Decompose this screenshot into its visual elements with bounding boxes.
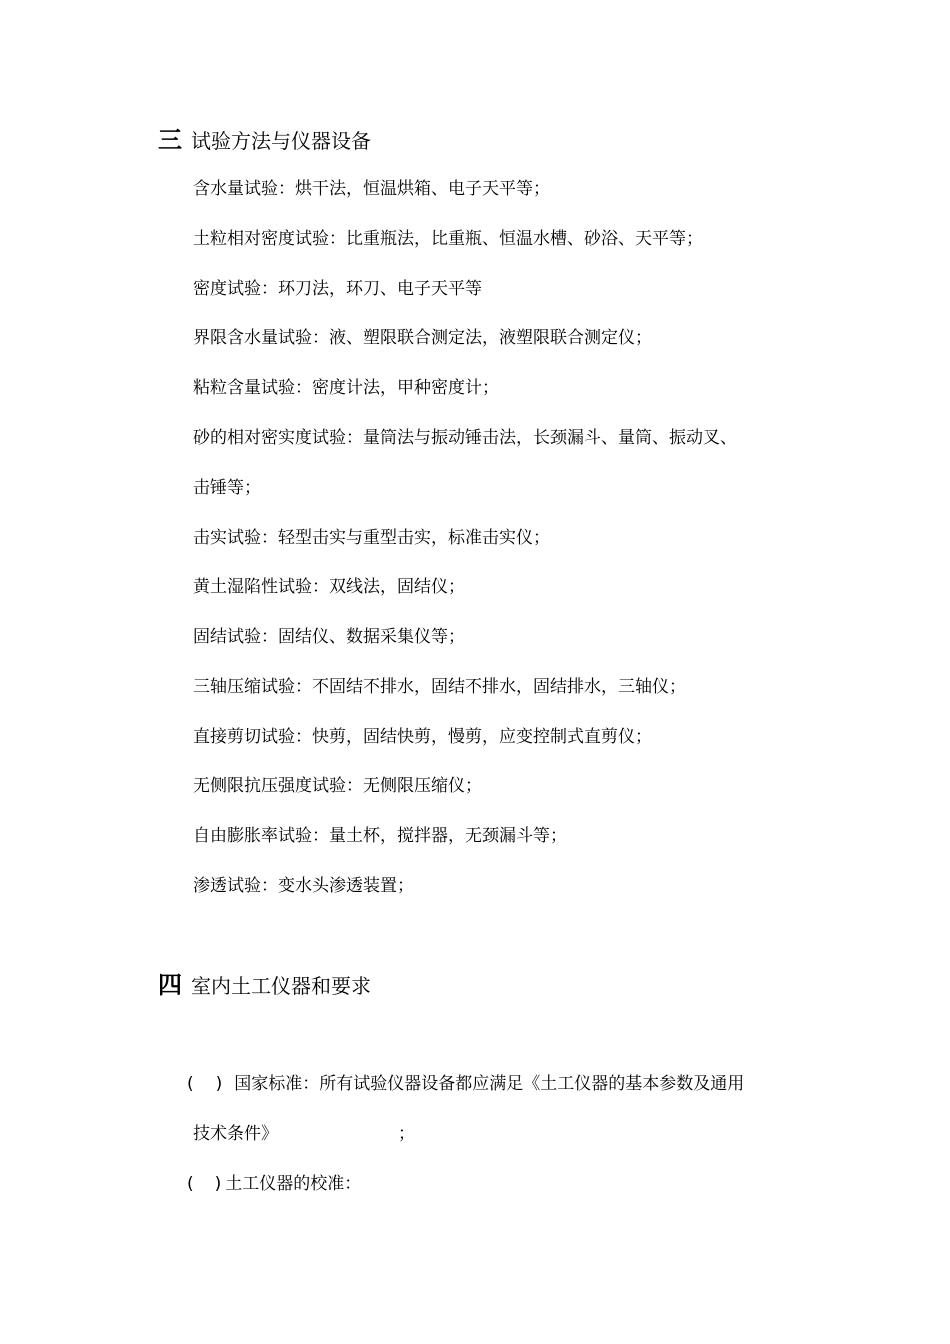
open-paren: ( <box>187 1174 194 1194</box>
section-4-heading <box>158 965 371 1000</box>
list-item: 砂的相对密实度试验：量筒法与振动锤击法，长颈漏斗、量筒、振动叉、 <box>193 428 737 448</box>
continuation-text: 技术条件》 <box>193 1124 278 1144</box>
list-item: 界限含水量试验：液、塑限联合测定法，液塑限联合测定仪； <box>193 328 652 348</box>
list-item: 黄土湿陷性试验：双线法，固结仪； <box>193 577 465 597</box>
requirement-item-1-continuation <box>193 1123 415 1145</box>
list-item: 击实试验：轻型击实与重型击实，标准击实仪； <box>193 528 550 548</box>
section-3-number: 三 <box>158 126 182 154</box>
requirement-item-2 <box>187 1173 361 1195</box>
list-item: 无侧限抗压强度试验：无侧限压缩仪； <box>193 776 482 796</box>
section-4-title: 室内土工仪器和要求 <box>191 974 371 998</box>
requirement-item-1 <box>187 1073 744 1095</box>
close-paren: ) <box>215 1074 223 1094</box>
list-item: 击锤等； <box>193 478 261 498</box>
list-item: 三轴压缩试验：不固结不排水，固结不排水，固结排水，三轴仪； <box>193 677 686 697</box>
close-paren: ) <box>214 1174 222 1194</box>
list-item: 密度试验：环刀法，环刀、电子天平等 <box>193 279 482 299</box>
trailing-semicolon: ； <box>398 1124 415 1144</box>
list-item: 自由膨胀率试验：量土杯，搅拌器，无颈漏斗等； <box>193 826 567 846</box>
list-item: 粘粒含量试验：密度计法，甲种密度计； <box>193 378 499 398</box>
list-item: 直接剪切试验：快剪，固结快剪，慢剪，应变控制式直剪仪； <box>193 727 652 747</box>
list-item: 土粒相对密度试验：比重瓶法，比重瓶、恒温水槽、砂浴、天平等； <box>193 229 703 249</box>
section-3-heading <box>158 120 371 155</box>
requirement-item-1-text: 国家标准：所有试验仪器设备都应满足《土工仪器的基本参数及通用 <box>234 1074 745 1094</box>
list-item: 含水量试验：烘干法，恒温烘箱、电子天平等； <box>193 179 550 199</box>
list-item: 渗透试验：变水头渗透装置； <box>193 876 414 896</box>
requirement-item-2-text: 土工仪器的校准： <box>225 1174 362 1194</box>
section-3-title: 试验方法与仪器设备 <box>191 129 371 153</box>
section-4-number: 四 <box>158 971 182 999</box>
list-item: 固结试验：固结仪、数据采集仪等； <box>193 627 465 647</box>
open-paren: ( <box>187 1074 194 1094</box>
